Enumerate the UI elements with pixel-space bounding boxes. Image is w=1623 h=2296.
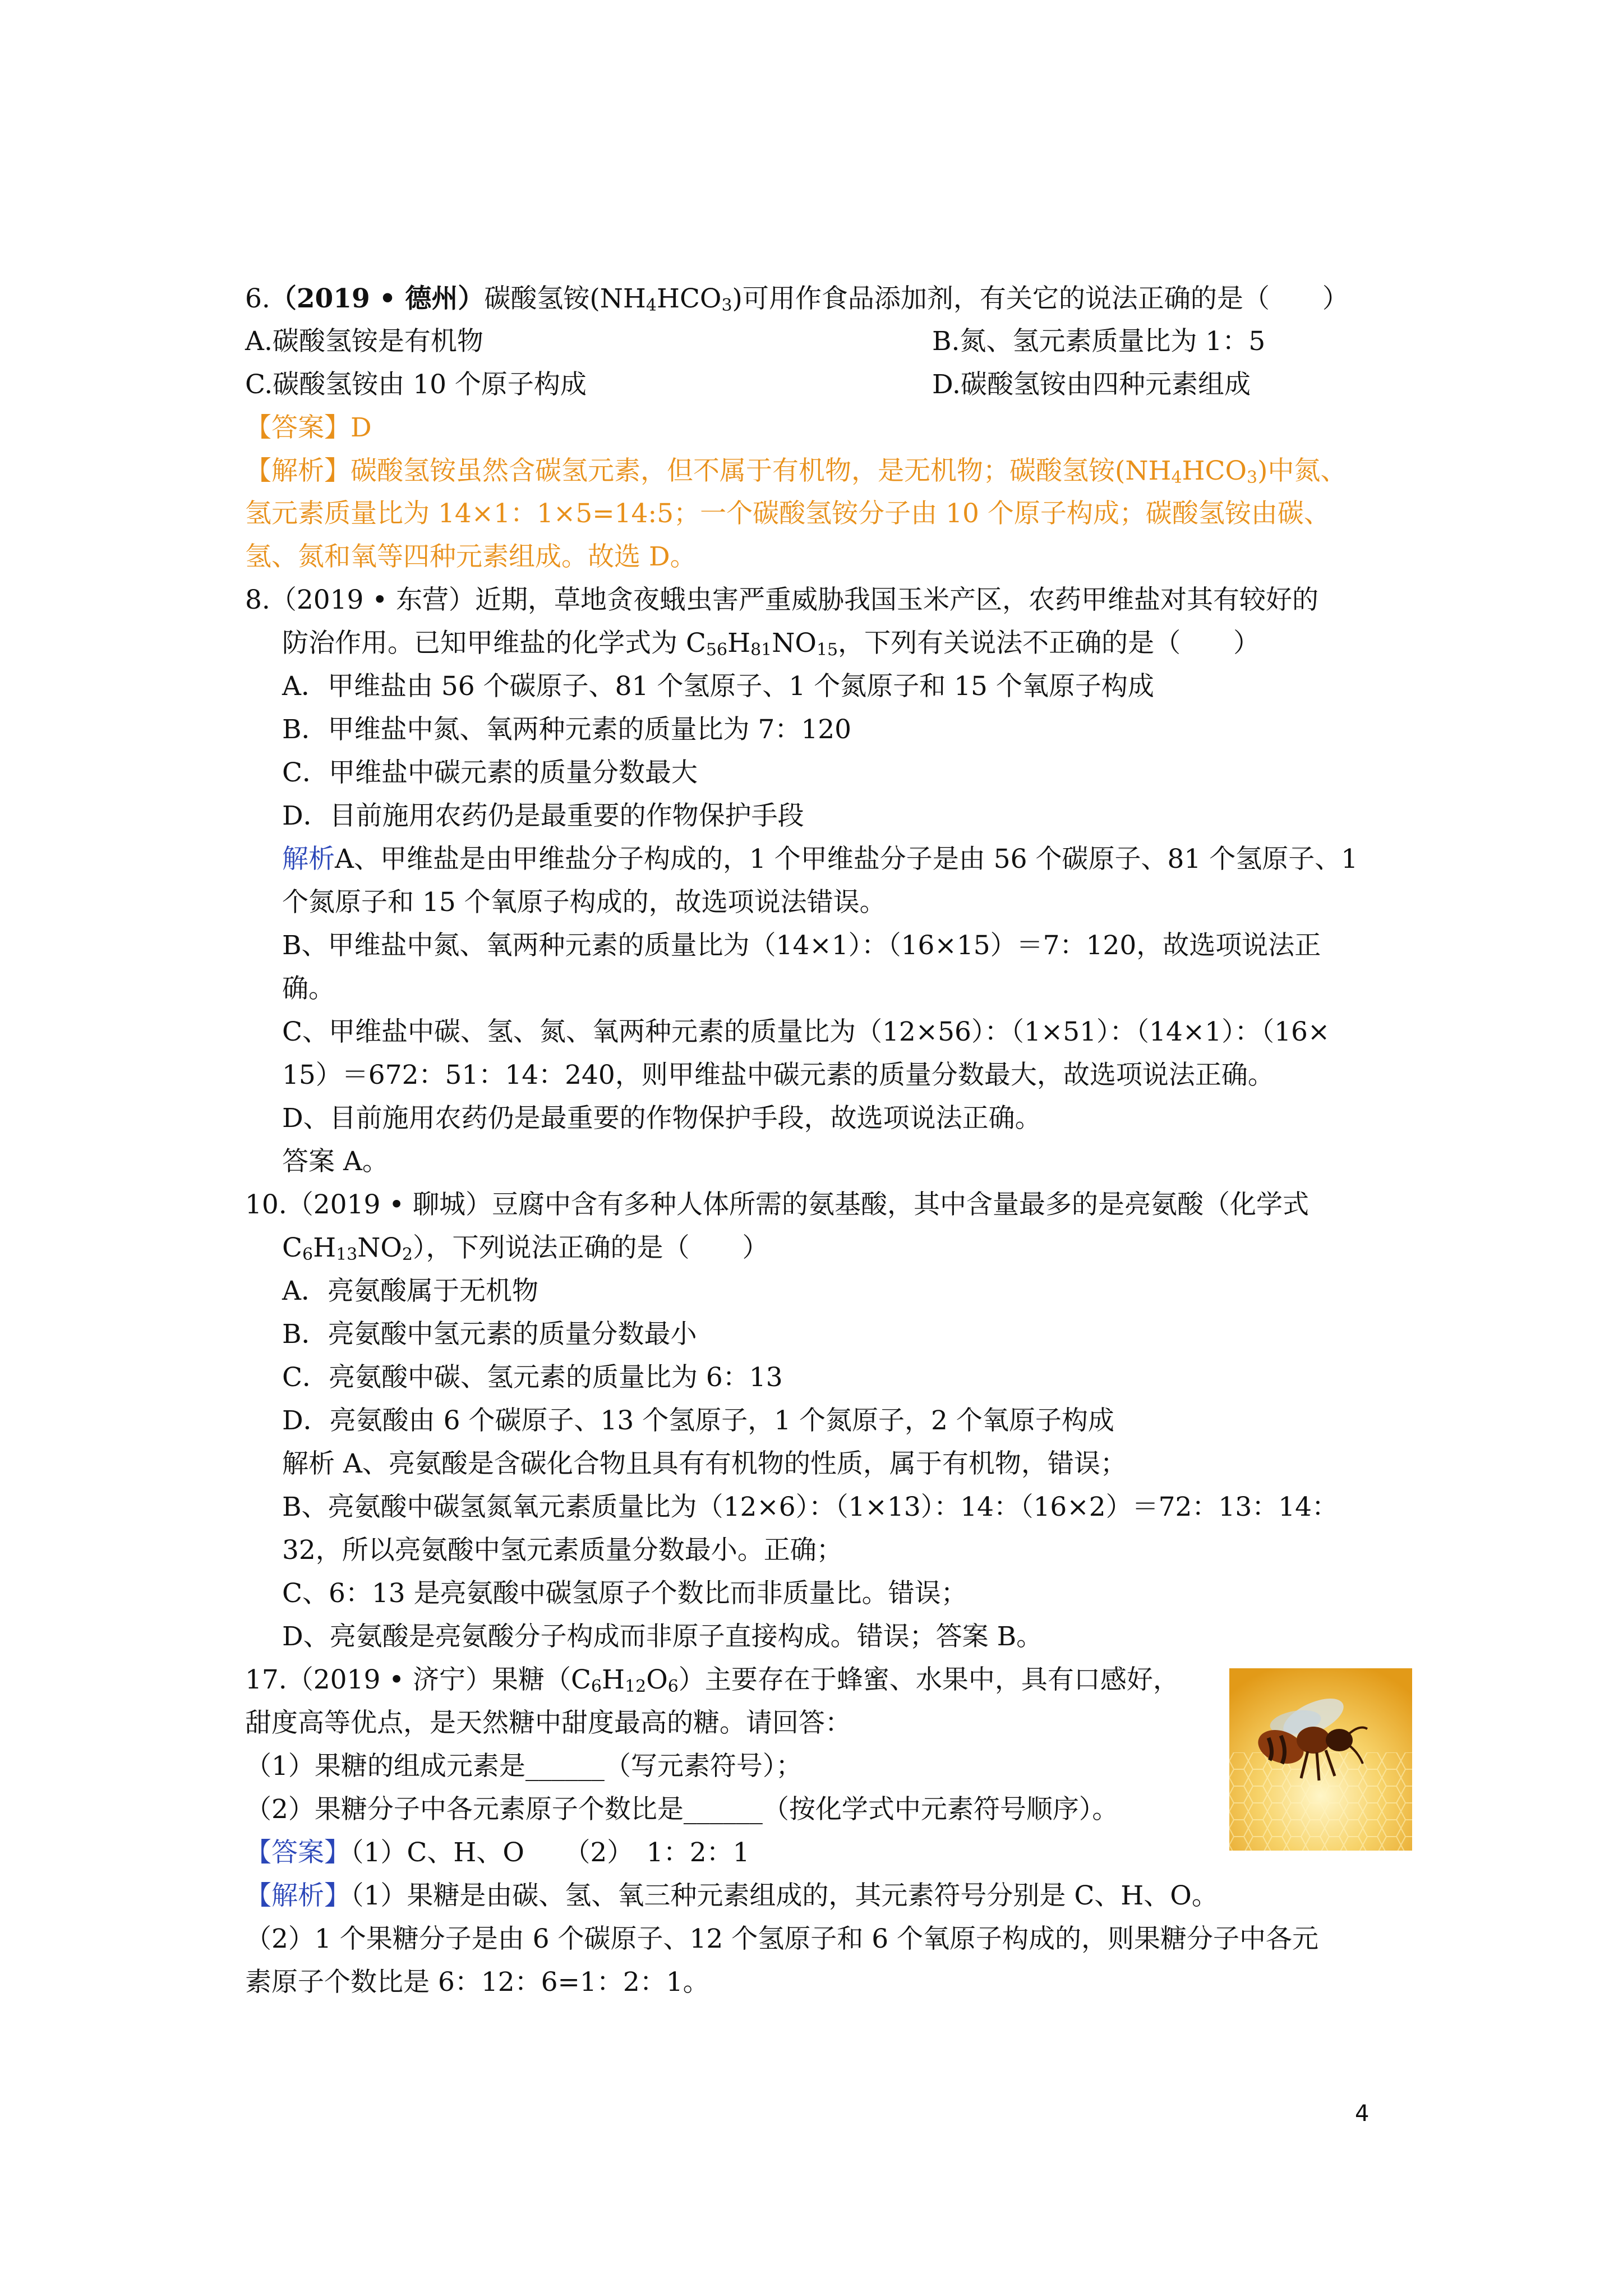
q8-option-d: D．目前施用农药仍是最重要的作物保护手段	[282, 800, 804, 831]
q10-analysis-line3: 32，所以亮氨酸中氢元素质量分数最小。正确；	[282, 1535, 843, 1566]
q8-answer: 答案 A。	[282, 1146, 389, 1177]
q17-analysis-line1: 【解析】（1）果糖是由碳、氢、氧三种元素组成的，其元素符号分别是 C、H、O。	[245, 1880, 1218, 1911]
q10-analysis-line4: C、6：13 是亮氨酸中碳氢原子个数比而非质量比。错误；	[282, 1578, 967, 1609]
q10-analysis-line5: D、亮氨酸是亮氨酸分子构成而非原子直接构成。错误；答案 B。	[282, 1621, 1043, 1652]
q17-analysis-line2: （2）1 个果糖分子是由 6 个碳原子、12 个氢原子和 6 个氧原子构成的，则果糖分子中各元	[245, 1924, 1319, 1954]
q10-option-b: B．亮氨酸中氢元素的质量分数最小	[282, 1319, 697, 1350]
q10-stem-line1: 10.（2019 • 聊城）豆腐中含有多种人体所需的氨基酸，其中含量最多的是亮氨酸（化学式	[245, 1189, 1309, 1220]
q8-option-a: A．甲维盐由 56 个碳原子、81 个氢原子、1 个氮原子和 15 个氧原子构成	[282, 671, 1154, 702]
q8-option-b: B．甲维盐中氮、氧两种元素的质量比为 7：120	[282, 714, 852, 745]
q6-analysis-line1: 【解析】碳酸氢铵虽然含碳氢元素，但不属于有机物，是无机物；碳酸氢铵$(NH_4HCO_3)$中氮、	[245, 455, 1347, 487]
q8-stem-line1: 8.（2019 • 东营）近期，草地贪夜蛾虫害严重威胁我国玉米产区，农药甲维盐对其有较好的	[245, 585, 1319, 615]
q6-option-c: C.碳酸氢铵由 10 个原子构成	[245, 369, 587, 400]
q10-stem-line2: $C_6H_{13}NO_2$），下列说法正确的是（ ）	[282, 1232, 769, 1264]
q6-stem: 6.（2019 • 德州）碳酸氢铵$(NH_4HCO_3)$可用作食品添加剂，有关它的说法正确的是（ ）	[245, 283, 1349, 315]
q6-analysis-line2: 氢元素质量比为 14×1：1×5=14:5；一个碳酸氢铵分子由 10 个原子构成；碳酸氢铵由碳、	[245, 498, 1330, 529]
bee-on-honeycomb-icon	[1229, 1668, 1412, 1851]
q8-analysis-line7: D、目前施用农药仍是最重要的作物保护手段，故选项说法正确。	[282, 1103, 1041, 1134]
q8-analysis-line5: C、甲维盐中碳、氢、氮、氧两种元素的质量比为（12×56）：（1×51）：（14×1）：（16×	[282, 1016, 1330, 1047]
q6-option-b: B.氮、氢元素质量比为 1：5	[932, 326, 1266, 357]
q6-option-a: A.碳酸氢铵是有机物	[245, 326, 483, 357]
q10-analysis-line2: B、亮氨酸中碳氢氮氧元素质量比为（12×6）：（1×13）：14：（16×2）＝72：13：14：	[282, 1492, 1339, 1522]
q8-analysis-line2: 个氮原子和 15 个氧原子构成的，故选项说法错误。	[282, 887, 886, 918]
q6-answer: 【答案】D	[245, 412, 372, 443]
q17-stem-line2: 甜度高等优点，是天然糖中甜度最高的糖。请回答：	[245, 1708, 851, 1738]
q17-subquestion-1: （1）果糖的组成元素是______（写元素符号）；	[245, 1751, 803, 1782]
page-number: 4	[1355, 2101, 1370, 2127]
q8-analysis-line1: 解析A、甲维盐是由甲维盐分子构成的，1 个甲维盐分子是由 56 个碳原子、81 个氢原子、1	[282, 844, 1358, 875]
q6-options-row2	[245, 368, 1251, 402]
bee-honeycomb-image	[1229, 1668, 1412, 1851]
q10-option-c: C．亮氨酸中碳、氢元素的质量比为 6：13	[282, 1362, 783, 1393]
q6-options-row1	[245, 325, 1266, 358]
q8-stem-line2: 防治作用。已知甲维盐的化学式为 $C_{56}H_{81}NO_{15}$，下列有关说法不正确的是（ ）	[282, 628, 1260, 660]
q8-analysis-line3: B、甲维盐中氮、氧两种元素的质量比为（14×1）：（16×15）＝7：120，故选项说法正	[282, 930, 1321, 961]
q17-stem-line1: 17.（2019 • 济宁）果糖$(C_6H_{12}O_6)$主要存在于蜂蜜、水果中，具有口感好，	[245, 1664, 1179, 1696]
q8-analysis-line4: 确。	[282, 973, 335, 1004]
q10-analysis-line1: 解析 A、亮氨酸是含碳化合物且具有有机物的性质，属于有机物，错误；	[282, 1448, 1127, 1479]
q17-answer: 【答案】（1）C、H、O （2） 1：2：1	[245, 1837, 750, 1868]
q17-analysis-line3: 素原子个数比是 6：12：6=1：2：1。	[245, 1967, 709, 1998]
q6-analysis-line3: 氢、氮和氧等四种元素组成。故选 D。	[245, 541, 697, 572]
q8-analysis-line6: 15）＝672：51：14：240，则甲维盐中碳元素的质量分数最大，故选项说法正确。	[282, 1060, 1274, 1091]
q8-option-c: C．甲维盐中碳元素的质量分数最大	[282, 757, 698, 788]
q17-subquestion-2: （2）果糖分子中各元素原子个数比是______（按化学式中元素符号顺序）。	[245, 1794, 1119, 1825]
q6-option-d: D.碳酸氢铵由四种元素组成	[932, 369, 1251, 400]
q10-option-d: D．亮氨酸由 6 个碳原子、13 个氢原子，1 个氮原子，2 个氧原子构成	[282, 1405, 1114, 1436]
q10-option-a: A．亮氨酸属于无机物	[282, 1276, 538, 1306]
